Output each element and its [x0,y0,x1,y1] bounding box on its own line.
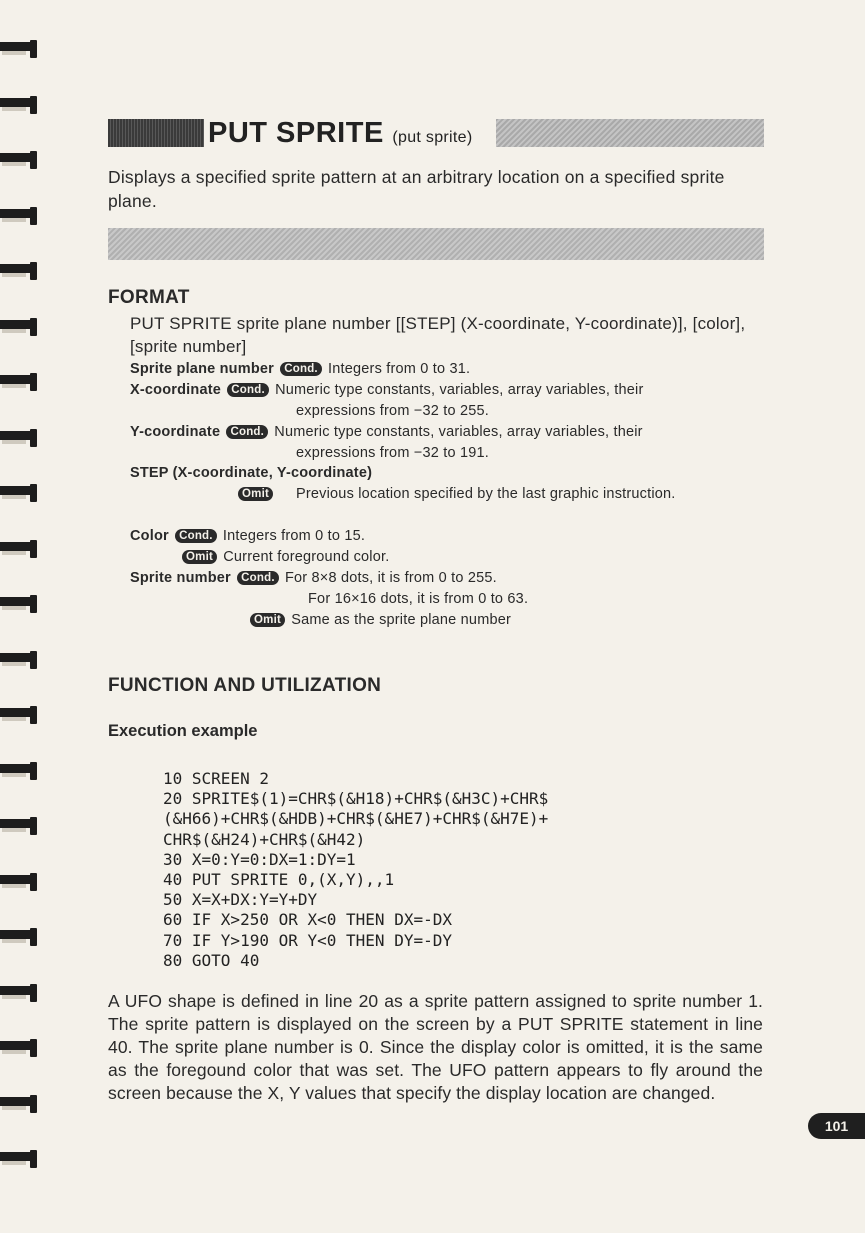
param-text: expressions from −32 to 191. [296,445,489,461]
page-number: 101 [808,1113,865,1139]
binding-ring [0,536,42,560]
binding-ring [0,591,42,615]
param-color-omit [180,547,389,568]
cond-badge: Cond. [227,383,269,397]
code-line: 70 IF Y>190 OR Y<0 THEN DY=-DY [163,930,452,950]
omit-badge: Omit [182,550,217,564]
binding-ring [0,647,42,671]
spiral-binding [0,0,48,1233]
param-text: Current foreground color. [223,549,390,565]
code-line: (&H66)+CHR$(&HDB)+CHR$(&HE7)+CHR$(&H7E)+ [163,809,549,829]
omit-badge: Omit [250,613,285,627]
param-text: For 8×8 dots, it is from 0 to 255. [284,570,497,586]
page-title [208,117,472,150]
binding-ring [0,258,42,282]
binding-ring [0,36,42,60]
binding-ring [0,92,42,116]
param-label: Sprite number [130,570,231,586]
title-main: PUT SPRITE [208,117,384,149]
function-heading: FUNCTION AND UTILIZATION [108,675,382,696]
cond-badge: Cond. [237,571,279,585]
binding-ring [0,425,42,449]
param-text: Numeric type constants, variables, array variables, their [275,382,644,398]
title-sub: (put sprite) [392,129,473,146]
description: Displays a specified sprite pattern at an arbitrary location on a specified sprite plane. [108,167,725,211]
format-syntax: PUT SPRITE sprite plane number [[STEP] (X-coordinate, Y-coordinate)], [color], [sprite number] [130,314,746,356]
param-label: Sprite plane number [130,361,274,377]
param-color [130,526,365,547]
cond-badge: Cond. [226,425,268,439]
title-decor-right [496,119,764,147]
param-y-coordinate [130,422,643,443]
binding-ring [0,702,42,726]
param-sprite-plane [130,359,470,380]
param-text: Integers from 0 to 31. [328,361,471,377]
param-step-omit [236,484,275,505]
binding-ring [0,203,42,227]
param-sprite-number [130,568,497,589]
param-sprite-omit [248,610,511,631]
title-decor-left [108,119,204,147]
code-line: 80 GOTO 40 [163,950,260,970]
binding-ring [0,1146,42,1170]
param-text: Integers from 0 to 15. [222,528,366,544]
binding-ring [0,924,42,948]
code-line: 10 SCREEN 2 [163,769,269,788]
param-step [130,463,372,484]
omit-badge: Omit [238,487,273,501]
param-text: Previous location specified by the last graphic instruction. [296,486,676,502]
binding-ring [0,147,42,171]
explanation-paragraph: A UFO shape is defined in line 20 as a sprite pattern assigned to sprite number 1. The sprite pattern is displayed on the screen by a PUT SPRITE statement in line 40. The sprite plane number is 0. Since the display color is omitted, it is the same as the foregound color that was set. The UFO pattern appears to fly around the screen because the X, Y values that specify the display location are changed. [108,991,763,1103]
code-line: 60 IF X>250 OR X<0 THEN DX=-DX [163,910,452,930]
binding-ring [0,869,42,893]
binding-ring [0,813,42,837]
code-line: 50 X=X+DX:Y=Y+DY [163,890,318,910]
code-line: 20 SPRITE$(1)=CHR$(&H18)+CHR$(&H3C)+CHR$ [163,789,549,809]
param-text: For 16×16 dots, it is from 0 to 63. [308,591,529,607]
code-line: CHR$(&H24)+CHR$(&H42) [163,829,366,849]
title-bar [108,117,764,149]
format-heading: FORMAT [108,287,190,308]
code-line: 30 X=0:Y=0:DX=1:DY=1 [163,849,356,869]
param-label: STEP (X-coordinate, Y-coordinate) [130,465,373,481]
param-label: Color [130,528,169,544]
section-divider-band [108,228,764,260]
binding-ring [0,758,42,782]
param-label: X-coordinate [130,382,222,398]
cond-badge: Cond. [280,362,322,376]
code-line: 40 PUT SPRITE 0,(X,Y),,1 [163,870,395,890]
param-text: Numeric type constants, variables, array variables, their [274,424,643,440]
param-text: expressions from −32 to 255. [296,403,489,419]
param-text: Same as the sprite plane number [291,612,512,628]
binding-ring [0,1091,42,1115]
code-listing [163,769,548,971]
binding-ring [0,980,42,1004]
binding-ring [0,480,42,504]
binding-ring [0,1035,42,1059]
binding-ring [0,314,42,338]
cond-badge: Cond. [175,529,217,543]
param-label: Y-coordinate [130,424,221,440]
param-x-coordinate [130,380,643,401]
example-heading: Execution example [108,722,258,740]
binding-ring [0,369,42,393]
